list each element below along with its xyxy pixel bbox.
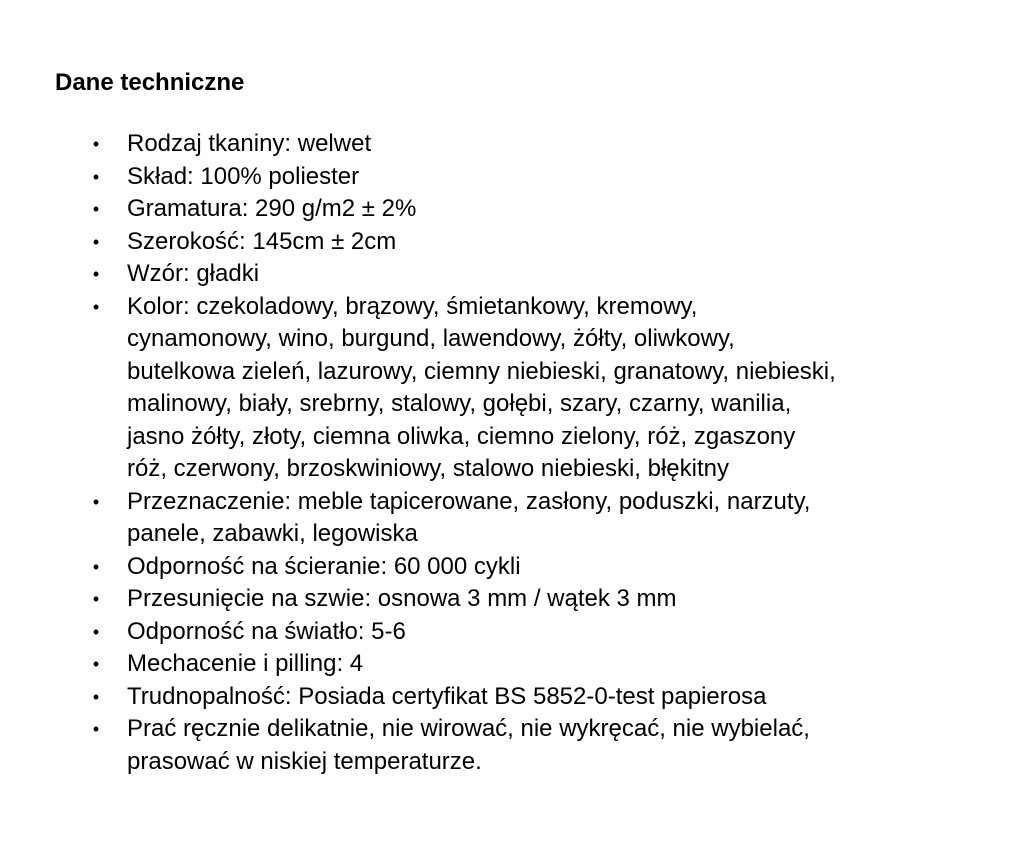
list-item-text: cynamonowy, wino, burgund, lawendowy, żółty, oliwkowy,: [127, 325, 735, 352]
list-item-text: Wzór: gładki: [127, 260, 260, 287]
list-item-text: Gramatura: 290 g/m2 ± 2%: [127, 195, 417, 222]
list-item: [0, 583, 1000, 616]
list-item-text: jasno żółty, złoty, ciemna oliwka, ciemno zielony, róż, zgaszony: [127, 422, 796, 450]
bullet-icon: •: [92, 556, 100, 577]
bullet-icon: •: [92, 654, 100, 674]
bullet-icon: •: [92, 199, 100, 219]
list-item-text: panele, zabawki, legowiska: [127, 520, 418, 547]
list-item-text: Przeznaczenie: meble tapicerowane, zasłony, poduszki, narzuty,: [127, 487, 811, 515]
list-item: [0, 681, 1000, 714]
list-item-text: prasować w niskiej temperaturze.: [127, 747, 482, 775]
list-item: [0, 161, 1000, 194]
bullet-icon: •: [92, 231, 100, 252]
section-heading: Dane techniczne: [55, 69, 245, 96]
list-item-text: Odporność na światło: 5-6: [127, 617, 406, 645]
list-item-text: Mechacenie i pilling: 4: [127, 650, 364, 677]
list-item-text: Przesunięcie na szwie: osnowa 3 mm / wątek 3 mm: [127, 585, 677, 612]
bullet-icon: •: [92, 134, 100, 154]
list-item: [0, 713, 1000, 778]
list-item: [0, 616, 1000, 649]
bullet-icon: •: [92, 296, 100, 317]
list-item-text: Rodzaj tkaniny: welwet: [127, 130, 372, 157]
list-item: [0, 193, 1000, 226]
list-item-text: Kolor: czekoladowy, brązowy, śmietankowy, kremowy,: [127, 292, 698, 320]
list-item: [0, 291, 1000, 486]
list-item-text: Trudnopalność: Posiada certyfikat BS 5852-0-test papierosa: [127, 682, 767, 710]
bullet-icon: •: [92, 589, 100, 609]
list-item-text: Prać ręcznie delikatnie, nie wirować, nie wykręcać, nie wybielać,: [127, 715, 810, 742]
list-item: [0, 486, 1000, 551]
list-item: [0, 226, 1000, 259]
list-item-text: Szerokość: 145cm ± 2cm: [127, 227, 397, 255]
technical-specs-list: [0, 128, 1000, 778]
list-item-text: Skład: 100% poliester: [127, 162, 360, 190]
list-item-text: Odporność na ścieranie: 60 000 cykli: [127, 552, 521, 580]
bullet-icon: •: [92, 491, 100, 512]
list-item: [0, 128, 1000, 161]
bullet-icon: •: [92, 719, 100, 739]
list-item-text: malinowy, biały, srebrny, stalowy, gołębi, szary, czarny, wanilia,: [127, 390, 792, 417]
bullet-icon: •: [92, 621, 100, 642]
list-item: [0, 551, 1000, 584]
list-item: [0, 258, 1000, 291]
list-item-text: butelkowa zieleń, lazurowy, ciemny niebieski, granatowy, niebieski,: [127, 357, 836, 385]
list-item-text: róż, czerwony, brzoskwiniowy, stalowo niebieski, błękitny: [127, 455, 730, 482]
bullet-icon: •: [92, 264, 100, 284]
bullet-icon: •: [92, 686, 100, 707]
bullet-icon: •: [92, 166, 100, 187]
list-item: [0, 648, 1000, 681]
